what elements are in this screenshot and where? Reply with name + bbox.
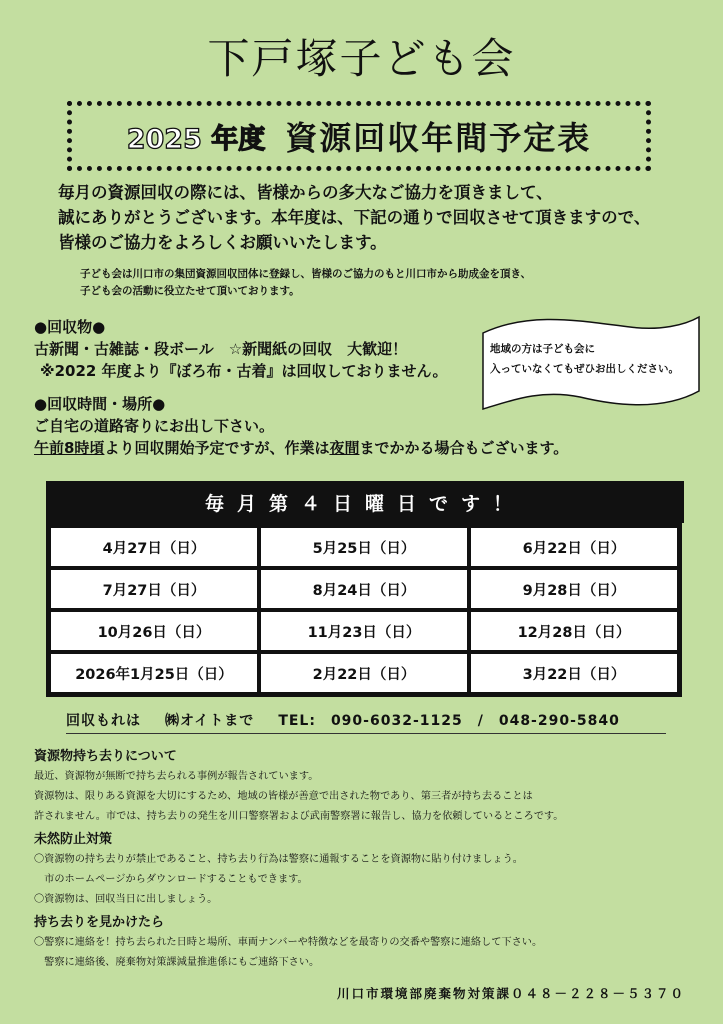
info-line: 警察に連絡後、廃棄物対策課減量推進係にもご連絡下さい。 (34, 957, 320, 968)
schedule-date: 7月27日（日） (49, 568, 259, 610)
table-row (49, 610, 679, 652)
schedule-date: 9月28日（日） (469, 568, 679, 610)
time-place-heading: ●回収時間・場所● (34, 395, 166, 413)
fiscal-year: 2025 年度 (126, 123, 266, 155)
info-heading: 未然防止対策 (34, 832, 113, 847)
intro-paragraph (58, 180, 678, 255)
schedule-date: 2月22日（日） (259, 652, 469, 694)
schedule-date: 4月27日（日） (49, 526, 259, 568)
night-time: 夜間 (329, 439, 360, 457)
table-row (49, 526, 679, 568)
schedule-date: 6月22日（日） (469, 526, 679, 568)
schedule-date: 12月28日（日） (469, 610, 679, 652)
intro-line: 誠にありがとうございます。本年度は、下記の通りで回収させて頂きますので、 (58, 208, 651, 227)
items-line: 古新聞・古雑誌・段ボール ☆新聞紙の回収 大歓迎！ (34, 340, 408, 358)
time-place-section (34, 393, 694, 459)
monthly-banner: 毎月第４日曜日です！ (46, 481, 684, 523)
info-line: 市のホームページからダウンロードすることもできます。 (34, 874, 308, 885)
time-place-line: ご自宅の道路寄りにお出し下さい。 (34, 417, 275, 435)
footer-contact: 川口市環境部廃棄物対策課０４８－２２８－５３７０ (336, 986, 685, 1001)
organization-title: 下戸塚子ども会 (207, 34, 516, 83)
info-line: 〇警察に連絡を！持ち去られた日時と場所、車両ナンバーや特徴などを最寄りの交番や警察に連絡して下さい。 (34, 937, 543, 948)
collection-items-section (34, 316, 484, 382)
info-line: 〇資源物は、回収当日に出しましょう。 (34, 894, 218, 905)
schedule-date: 3月22日（日） (469, 652, 679, 694)
page-title: 資源回収年間予定表 (285, 119, 592, 157)
info-line: 資源物は、限りある資源を大切にするため、地域の皆様が善意で出された物であり、第三者が持ち去ることは (34, 791, 533, 802)
flag-text (490, 339, 695, 379)
flag-line: 地域の方は子ども会に (490, 343, 595, 355)
items-heading: ●回収物● (34, 318, 106, 336)
schedule-table (46, 523, 682, 697)
contact-company: ㈱オイトまで (165, 713, 255, 729)
schedule-date: 8月24日（日） (259, 568, 469, 610)
title-box (67, 101, 651, 171)
intro-line: 毎月の資源回収の際には、皆様からの多大なご協力を頂きまして、 (58, 183, 553, 202)
schedule-date: 11月23日（日） (259, 610, 469, 652)
note-line: 子ども会は川口市の集団資源回収団体に登録し、皆様のご協力のもと川口市から助成金を頂き、 (80, 268, 532, 280)
schedule-date: 10月26日（日） (49, 610, 259, 652)
schedule-date: 2026年1月25日（日） (49, 652, 259, 694)
schedule-date: 5月25日（日） (259, 526, 469, 568)
time-place-line (34, 437, 694, 459)
subsidy-note (80, 266, 680, 300)
info-section (34, 747, 704, 973)
table-row (49, 652, 679, 694)
note-line: 子ども会の活動に役立たせて頂いております。 (80, 285, 300, 297)
flag-line: 入っていなくてもぜひお出しください。 (490, 363, 679, 375)
info-line: 最近、資源物が無断で持ち去られる事例が報告されています。 (34, 771, 319, 782)
time-text: より回収開始予定ですが、作業は (104, 439, 330, 457)
info-line: 許されません。市では、持ち去りの発生を川口警察署および武南警察署に報告し、協力を依頼しているところです。 (34, 811, 564, 822)
info-heading: 持ち去りを見かけたら (34, 915, 165, 930)
contact-line (66, 710, 666, 734)
contact-tel: TEL: 090-6032-1125 / 048-290-5840 (278, 713, 620, 729)
items-note: ※2022 年度より『ぼろ布・古着』は回収しておりません。 (40, 362, 448, 380)
contact-label: 回収もれは (66, 713, 141, 729)
table-row (49, 568, 679, 610)
info-line: 〇資源物の持ち去りが禁止であること、持ち去り行為は警察に通報することを資源物に貼り付けましょう。 (34, 854, 523, 865)
start-time: 午前8時頃 (34, 439, 105, 457)
time-text: までかかる場合もございます。 (359, 439, 569, 457)
info-heading: 資源物持ち去りについて (34, 749, 177, 764)
intro-line: 皆様のご協力をよろしくお願いいたします。 (58, 233, 387, 252)
